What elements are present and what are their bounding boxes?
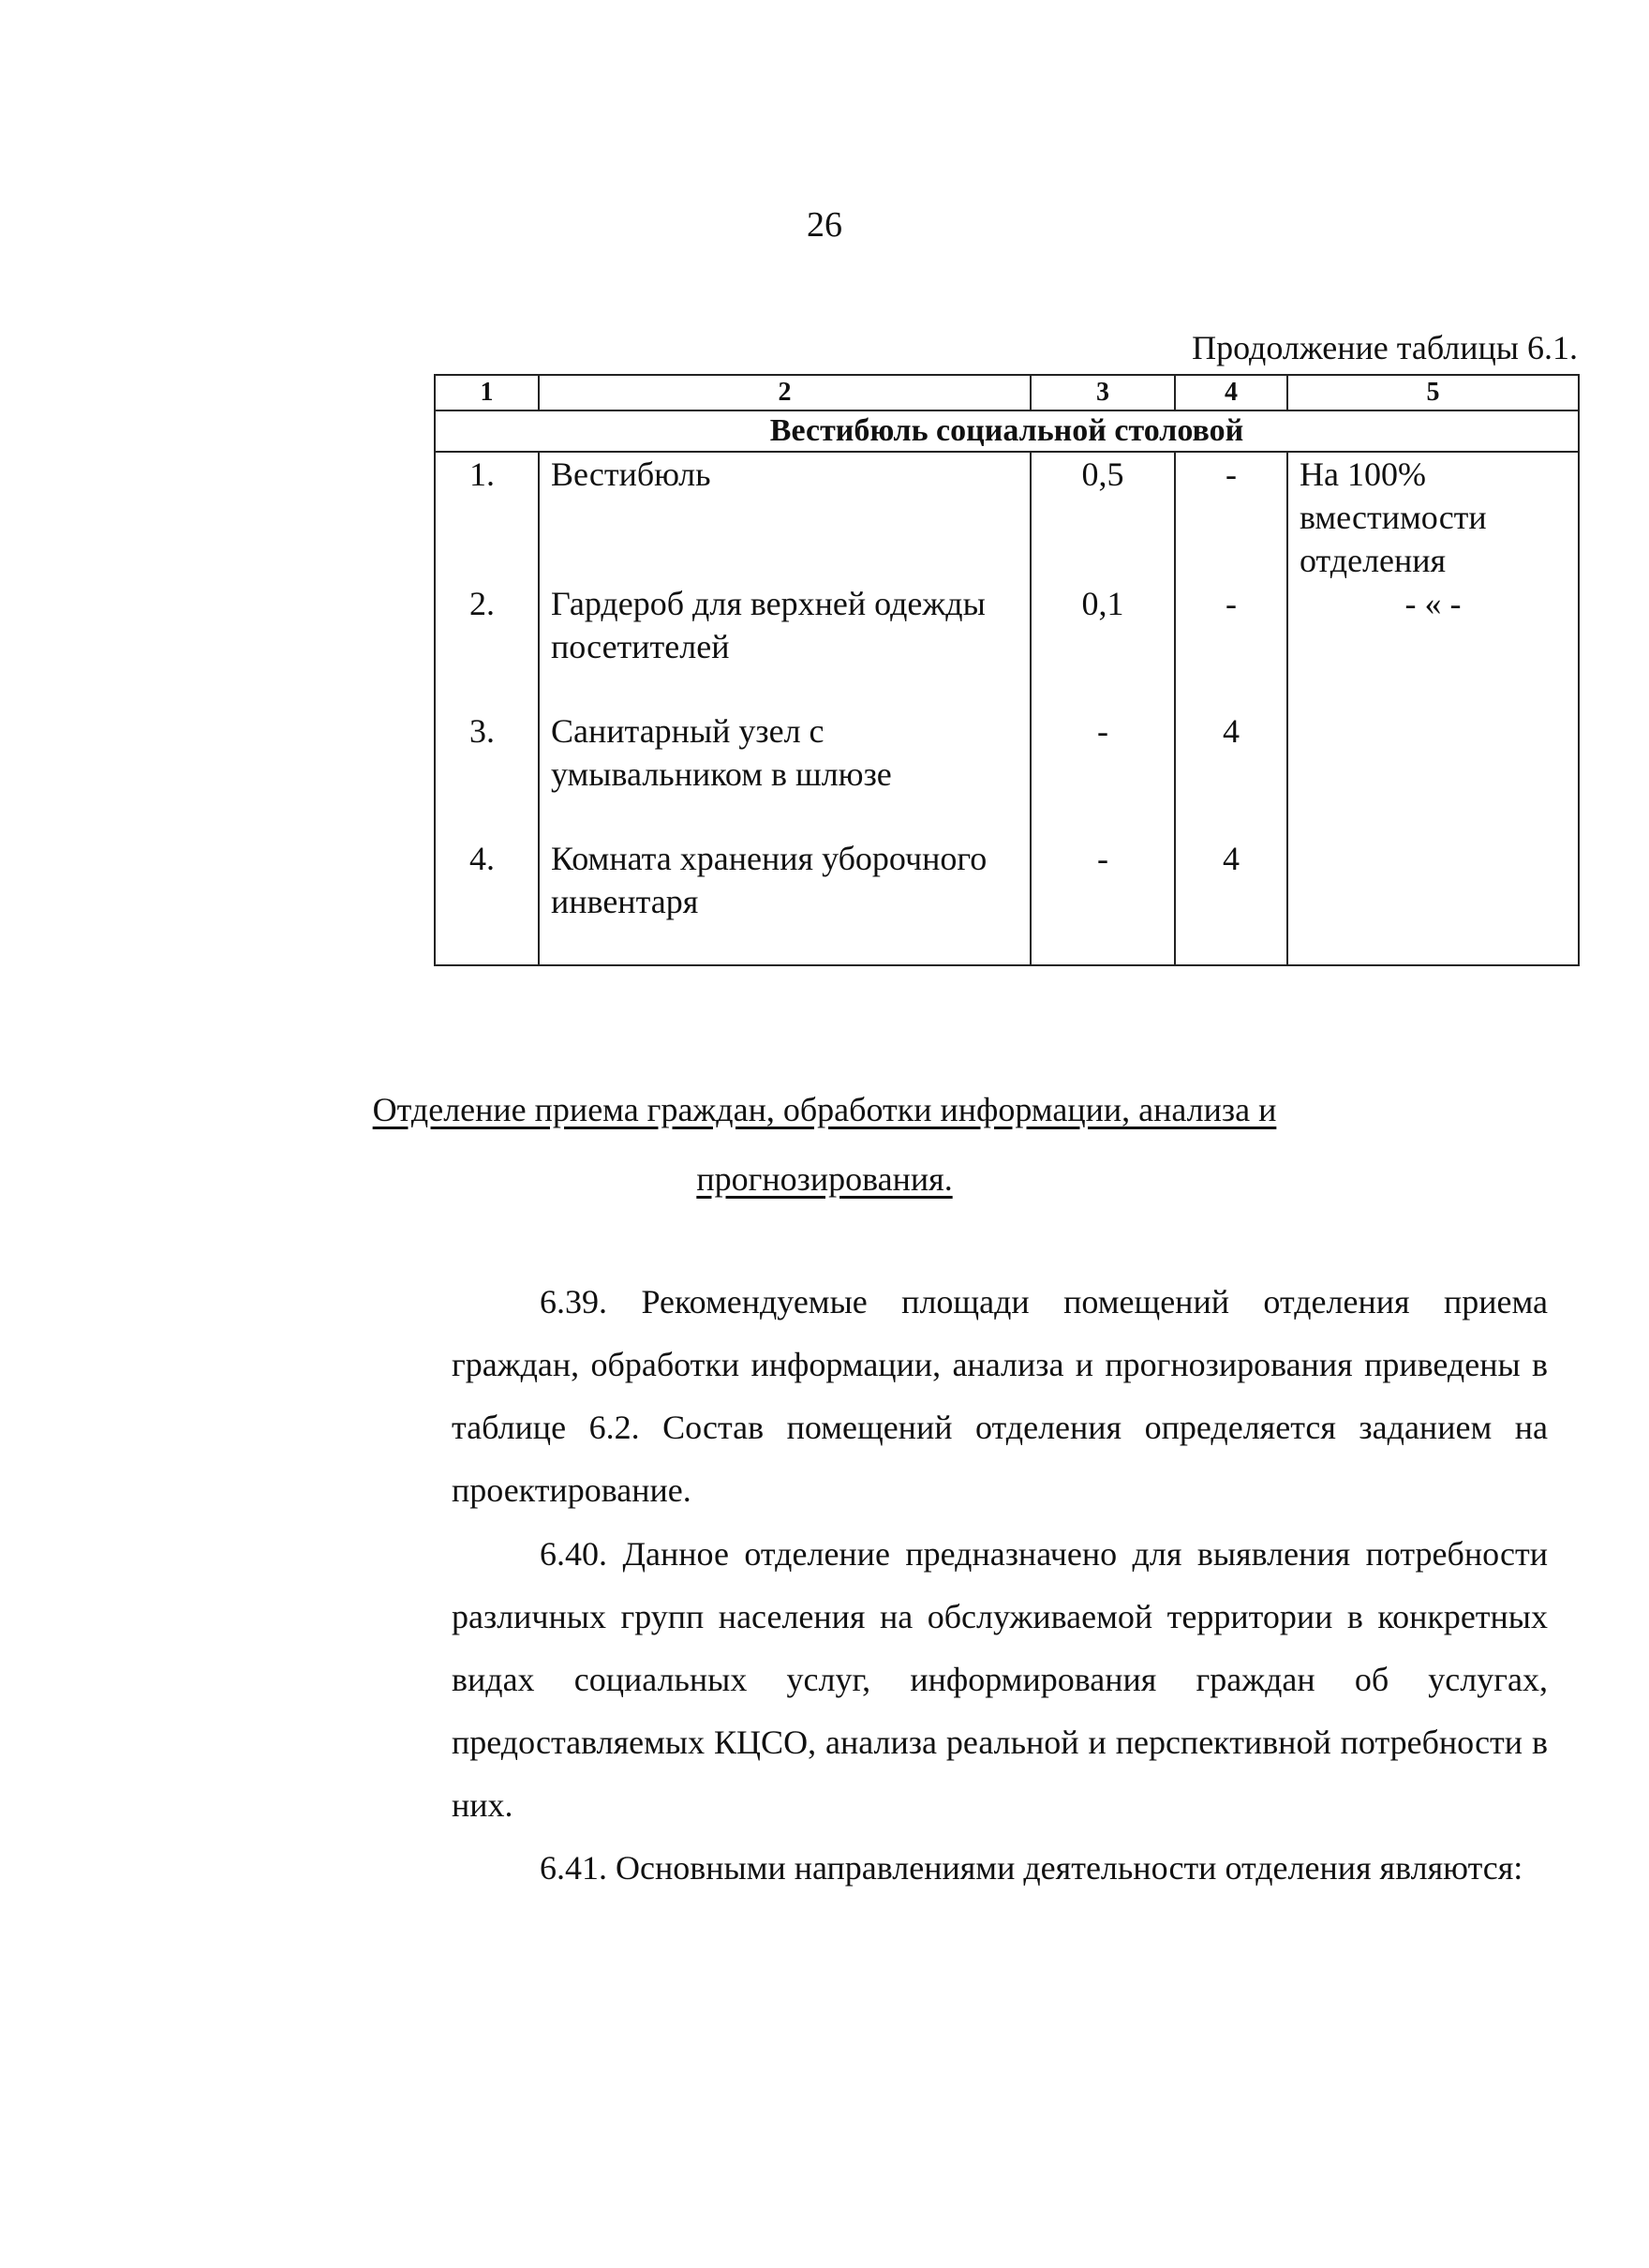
column-number-row [435,375,1579,410]
page-number: 26 [807,205,842,245]
paragraph-text: 6.41. Основными направлениями деятельности отделения являются: [540,1849,1523,1887]
room-note: На 100% вместимости отделения [1287,452,1579,582]
paragraph-text: 6.40. Данное отделение предназначено для выявления потребности различных групп населения на обслуживаемой территории в конкретных видах социальных услуг, информирования граждан об услугах, предоставляемых КЦСО, анализа реальной и перспективной потребности в них. [452,1535,1548,1824]
section-heading-line1: Отделение приема граждан, обработки информации, анализа и [372,1091,1277,1128]
room-name: Санитарный узел с умывальником в шлюзе [539,709,1031,837]
row-number: 4. [435,837,539,965]
room-min-area: 4 [1175,709,1287,837]
room-area: 0,1 [1031,582,1175,709]
row-number: 3. [435,709,539,837]
section-heading-line2: прогнозирования. [696,1160,953,1198]
table-row [435,837,1579,965]
column-number: 4 [1175,375,1287,410]
room-area: - [1031,709,1175,837]
room-note [1287,837,1579,965]
column-number: 5 [1287,375,1579,410]
row-number: 2. [435,582,539,709]
room-name: Комната хранения уборочного инвентаря [539,837,1031,965]
column-number: 2 [539,375,1031,410]
room-name: Гардероб для верхней одежды посетителей [539,582,1031,709]
table-row [435,452,1579,582]
room-note [1287,709,1579,837]
section-title-cell: Вестибюль социальной столовой [435,410,1579,452]
rooms-table [434,374,1580,966]
room-min-area: 4 [1175,837,1287,965]
paragraph-6-40 [452,1523,1548,1837]
room-name: Вестибюль [539,452,1031,582]
paragraph-text: 6.39. Рекомендуемые площади помещений отделения приема граждан, обработки информации, анализа и прогнозирования приведены в таблице 6.2. Состав помещений отделения определяется заданием на проектирование. [452,1283,1548,1509]
column-number: 1 [435,375,539,410]
row-number: 1. [435,452,539,582]
room-min-area: - [1175,582,1287,709]
table-caption: Продолжение таблицы 6.1. [1192,329,1578,366]
table-row [435,709,1579,837]
table-row [435,582,1579,709]
section-row [435,410,1579,452]
room-area: - [1031,837,1175,965]
paragraph-6-39 [452,1271,1548,1522]
column-number: 3 [1031,375,1175,410]
room-note: - « - [1287,582,1579,709]
room-min-area: - [1175,452,1287,582]
paragraph-6-41 [452,1837,1548,1900]
room-area: 0,5 [1031,452,1175,582]
